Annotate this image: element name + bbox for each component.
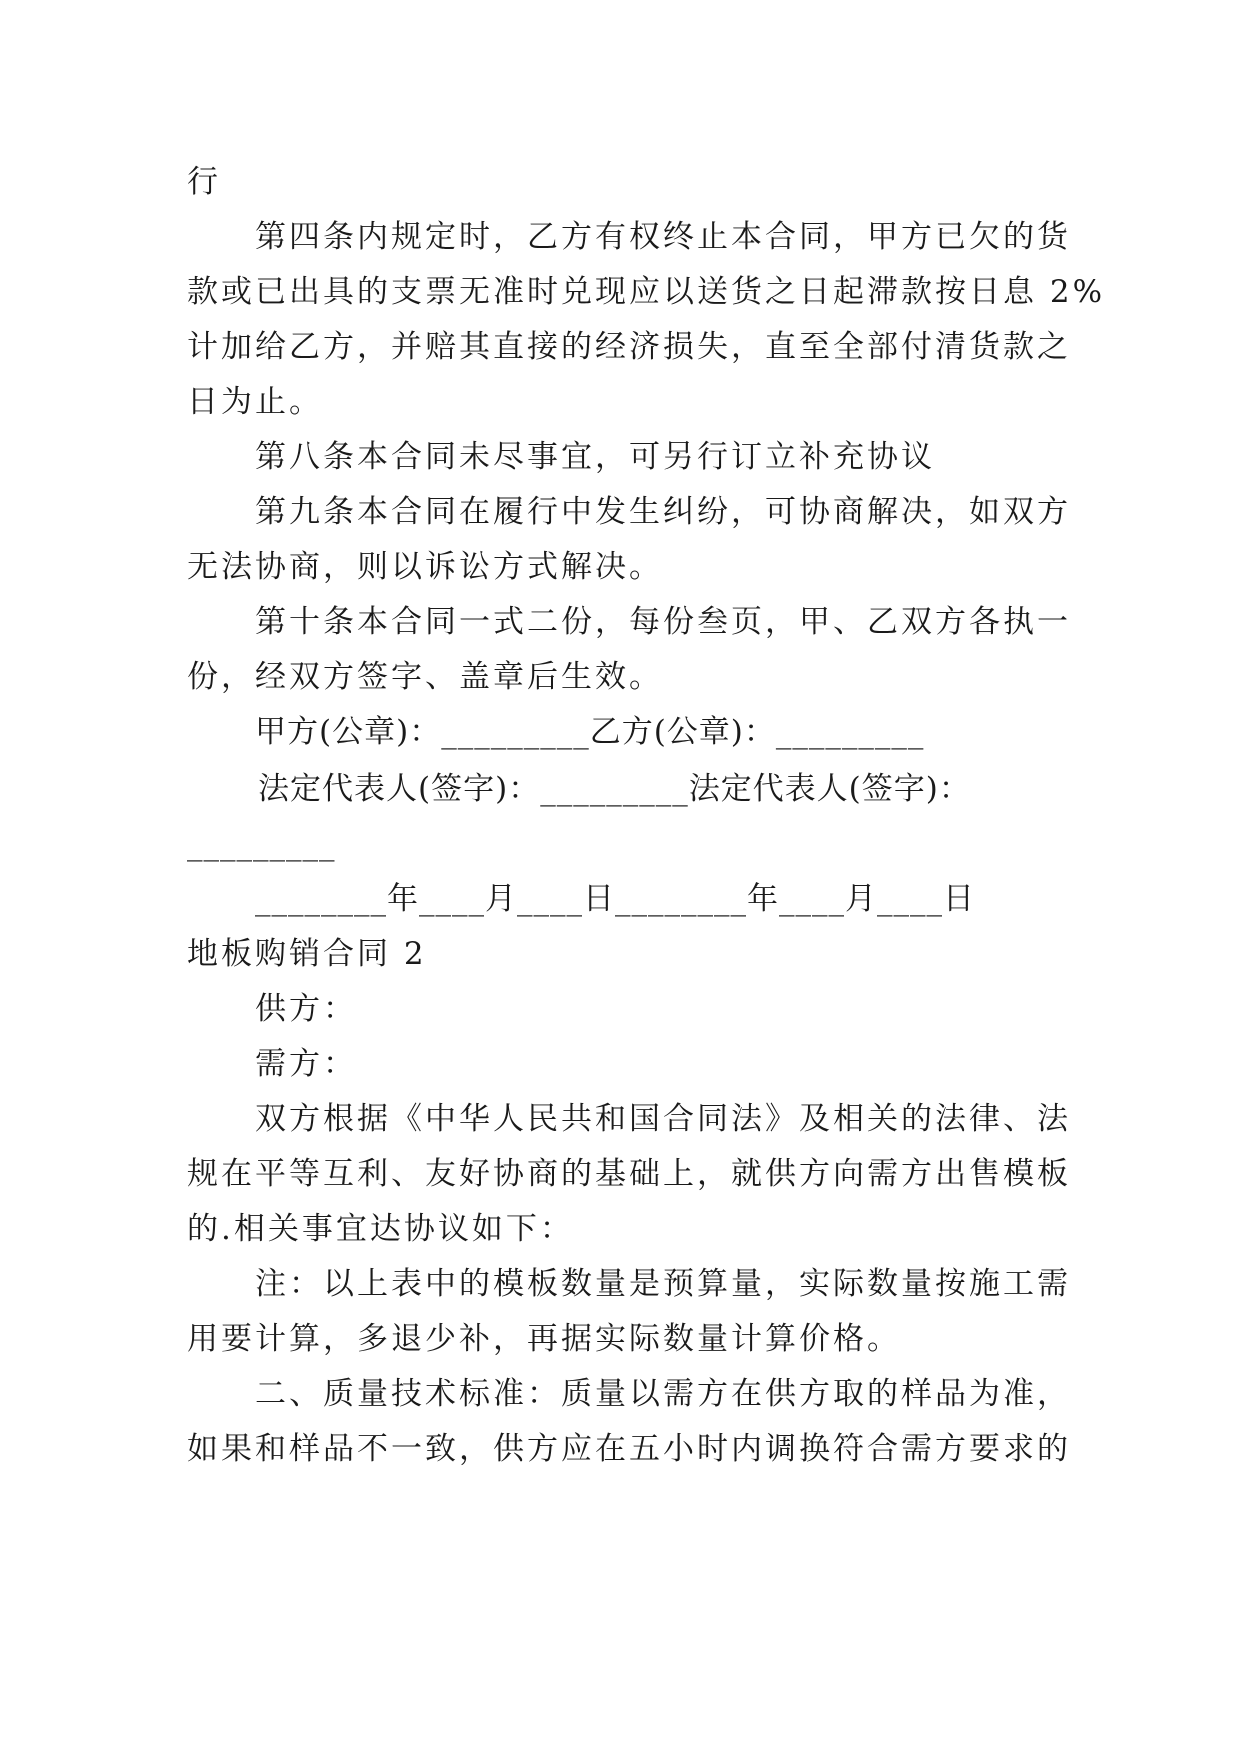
- text-line: 第八条本合同未尽事宜，可另行订立补充协议: [255, 439, 935, 475]
- section-title: 地板购销合同 2: [187, 936, 427, 972]
- text-line: 规在平等互利、友好协商的基础上，就供方向需方出售模板: [187, 1156, 1071, 1192]
- text-line: 第十条本合同一式二份，每份叁页，甲、乙双方各执一: [255, 604, 1071, 640]
- text-line: 供方：: [255, 991, 357, 1027]
- text-line: 无法协商，则以诉讼方式解决。: [187, 549, 663, 585]
- signature-line-representative: 法定代表人(签字)：_________法定代表人(签字)：: [258, 771, 971, 807]
- text-line: 款或已出具的支票无准时兑现应以送货之日起滞款按日息 2%: [187, 274, 1106, 310]
- text-line: 如果和样品不一致，供方应在五小时内调换符合需方要求的: [187, 1431, 1071, 1467]
- text-line: 二、质量技术标准：质量以需方在供方取的样品为准，: [255, 1376, 1071, 1412]
- text-line: 第四条内规定时，乙方有权终止本合同，甲方已欠的货: [255, 219, 1071, 255]
- text-line: 的.相关事宜达协议如下：: [187, 1211, 574, 1247]
- text-line: 日为止。: [187, 384, 323, 420]
- text-line: 双方根据《中华人民共和国合同法》及相关的法律、法: [255, 1101, 1071, 1137]
- text-line: 计加给乙方，并赔其直接的经济损失，直至全部付清货款之: [187, 329, 1071, 365]
- text-line: 行: [187, 164, 221, 200]
- text-line: 用要计算，多退少补，再据实际数量计算价格。: [187, 1321, 901, 1357]
- signature-line-seal: 甲方(公章)：_________乙方(公章)：_________: [255, 714, 925, 750]
- date-line: ________年____月____日________年____月____日: [255, 881, 975, 917]
- text-line: 注：以上表中的模板数量是预算量，实际数量按施工需: [255, 1266, 1071, 1302]
- text-line: 第九条本合同在履行中发生纠纷，可协商解决，如双方: [255, 494, 1071, 530]
- text-line: 份，经双方签字、盖章后生效。: [187, 659, 663, 695]
- text-line: 需方：: [255, 1046, 357, 1082]
- signature-line-blank: _________: [187, 826, 336, 862]
